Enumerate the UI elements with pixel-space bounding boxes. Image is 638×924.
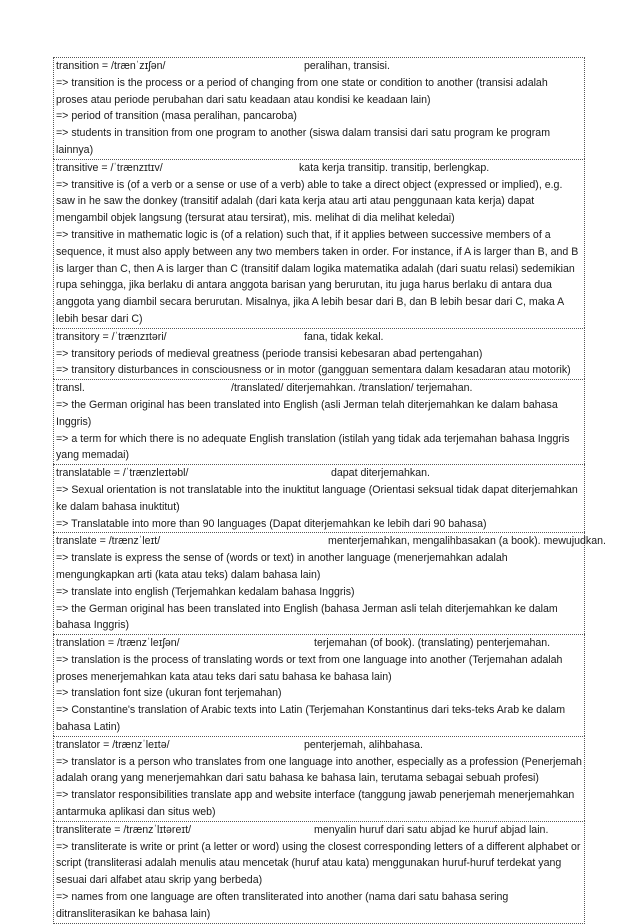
entry-head xyxy=(56,737,582,754)
entry-head xyxy=(56,635,582,652)
entry-head xyxy=(56,380,582,397)
entry-term: transliterate = /trænzˈlɪtəreɪt/ xyxy=(56,823,192,836)
entry-term: transitive = /ˈtrænzɪtɪv/ xyxy=(56,161,163,174)
example-line: => transitive is (of a verb or a sense or use of a verb) able to take a direct object (expressed or implied), e.g. saw in he saw the donkey (transitif adalah (dari kata kerja atau arti atau penggunaan kata kerja) dapat mengambil objek langsung (tersurat atau tersirat), mis. melihat di dia melihat keledai) xyxy=(56,178,563,225)
example-line: => names from one language are often transliterated into another (nama dari satu bahasa sering ditransliterasikan ke bahasa lain) xyxy=(56,891,509,920)
example-line: => period of transition (masa peralihan, pancaroba) xyxy=(56,110,297,123)
entry-term: transl. xyxy=(56,382,85,395)
entry-head xyxy=(56,58,582,75)
entry-head xyxy=(56,160,582,177)
entry-term: transitory = /ˈtrænzɪtəri/ xyxy=(56,330,167,343)
example-line: => translate is express the sense of (words or text) in another language (menerjemahkan adalah mengungkapkan arti (kata atau teks) dalam bahasa lain) xyxy=(56,552,508,581)
entry-meaning: dapat diterjemahkan. xyxy=(331,467,430,480)
example-line: => translator is a person who translates from one language into another, especially as a profession (Penerjemah adalah orang yang menerjemahkan dari satu bahasa ke bahasa lain, terutama sebagai sebuah profesi) xyxy=(56,755,582,785)
entry-head xyxy=(56,465,582,482)
dictionary-entry xyxy=(53,159,585,328)
dictionary-entry xyxy=(53,379,585,464)
example-line: => the German original has been translated into English (bahasa Jerman asli telah diterjemahkan ke dalam bahasa Inggris) xyxy=(56,602,558,632)
example-line: => transitory periods of medieval greatness (periode transisi kebesaran abad pertengahan) xyxy=(56,347,483,360)
entry-head xyxy=(56,822,582,839)
dictionary-entry xyxy=(53,821,585,924)
dictionary-entry xyxy=(53,328,585,379)
entry-term: translatable = /ˈtrænzleɪtəbl/ xyxy=(56,467,189,480)
entry-meaning: /translated/ diterjemahkan. /translation/ terjemahan. xyxy=(231,382,473,395)
dictionary-entry xyxy=(53,736,585,821)
example-line: => transitory disturbances in consciousness or in motor (gangguan sementara dalam kesadaran atau motorik) xyxy=(56,364,571,377)
entry-term: transition = /trænˈzɪʃən/ xyxy=(56,60,166,72)
example-line: => transitive in mathematic logic is (of a relation) such that, if it applies between successive members of a sequence, it must also apply between any two members taken in order. For instance, if A is larger than B, and B is larger than C, then A is larger than C (transitif dalam logika matematika adalah (dari suatu relasi) sedemikian rupa sehingga, jika berlaku di antara anggota barisan yang berurutan, itu juga harus berlaku di antara dua anggota yang diambil secara berurutan. Misalnya, jika A lebih besar dari B, dan B lebih besar dari C, maka A lebih besar dari C) xyxy=(56,228,579,325)
example-line: => a term for which there is no adequate English translation (istilah yang tidak ada terjemahan bahasa Inggris yang memadai) xyxy=(56,432,570,462)
example-line: => transliterate is write or print (a letter or word) using the closest corresponding letters of a different alphabet or script (transliterasi adalah menulis atau mencetak (huruf atau kata) menggunakan huruf-huruf terdekat yang sesuai dari alfabet atau skrip yang berbeda) xyxy=(56,840,581,887)
entry-meaning: menterjemahkan, mengalihbasakan (a book). mewujudkan. xyxy=(328,535,606,548)
example-line: => Sexual orientation is not translatable into the inuktitut language (Orientasi seksual tidak dapat diterjemahkan ke dalam bahasa inuktitut) xyxy=(56,483,578,513)
entry-meaning: fana, tidak kekal. xyxy=(304,330,384,343)
entry-term: translate = /trænzˈleɪt/ xyxy=(56,535,161,548)
example-line: => the German original has been translated into English (asli Jerman telah diterjemahkan ke dalam bahasa Inggris) xyxy=(56,398,558,428)
example-line: => Constantine's translation of Arabic texts into Latin (Terjemahan Konstantinus dari teks-teks Arab ke dalam bahasa Latin) xyxy=(56,704,566,734)
example-line: => translation font size (ukuran font terjemahan) xyxy=(56,687,282,700)
dictionary-entry xyxy=(53,634,585,736)
entry-meaning: penterjemah, alihbahasa. xyxy=(304,738,423,751)
entry-meaning: kata kerja transitip. transitip, berlengkap. xyxy=(299,161,490,174)
example-line: => translation is the process of translating words or text from one language into another (Terjemahan adalah proses menerjemahkan kata atau teks dari satu bahasa ke bahasa lain) xyxy=(56,653,563,683)
example-line: => Translatable into more than 90 languages (Dapat diterjemahkan ke lebih dari 90 bahasa) xyxy=(56,517,487,530)
dictionary-entry xyxy=(53,57,585,159)
entry-term: translator = /trænzˈleɪtə/ xyxy=(56,738,170,751)
dictionary-page xyxy=(53,57,606,924)
entry-meaning: peralihan, transisi. xyxy=(304,60,390,72)
entry-meaning: terjemahan (of book). (translating) penterjemahan. xyxy=(314,637,551,650)
example-line: => transition is the process or a period of changing from one state or condition to another (transisi adalah proses atau periode perubahan dari satu keadaan atau kondisi ke keadaan lain) xyxy=(56,76,548,106)
example-line: => translate into english (Terjemahkan kedalam bahasa Inggris) xyxy=(56,585,355,598)
dictionary-entry xyxy=(53,464,585,532)
example-line: => translator responsibilities translate app and website interface (tanggung jawab penerjemah menerjemahkan antarmuka aplikasi dan situs web) xyxy=(56,789,575,819)
entry-term: translation = /trænzˈleɪʃən/ xyxy=(56,637,180,650)
entry-head xyxy=(56,533,606,550)
example-line: => students in transition from one program to another (siswa dalam transisi dari satu program ke program lainnya) xyxy=(56,127,551,156)
dictionary-entry xyxy=(53,532,606,634)
entry-meaning: menyalin huruf dari satu abjad ke huruf abjad lain. xyxy=(314,823,549,836)
entry-head xyxy=(56,329,582,346)
